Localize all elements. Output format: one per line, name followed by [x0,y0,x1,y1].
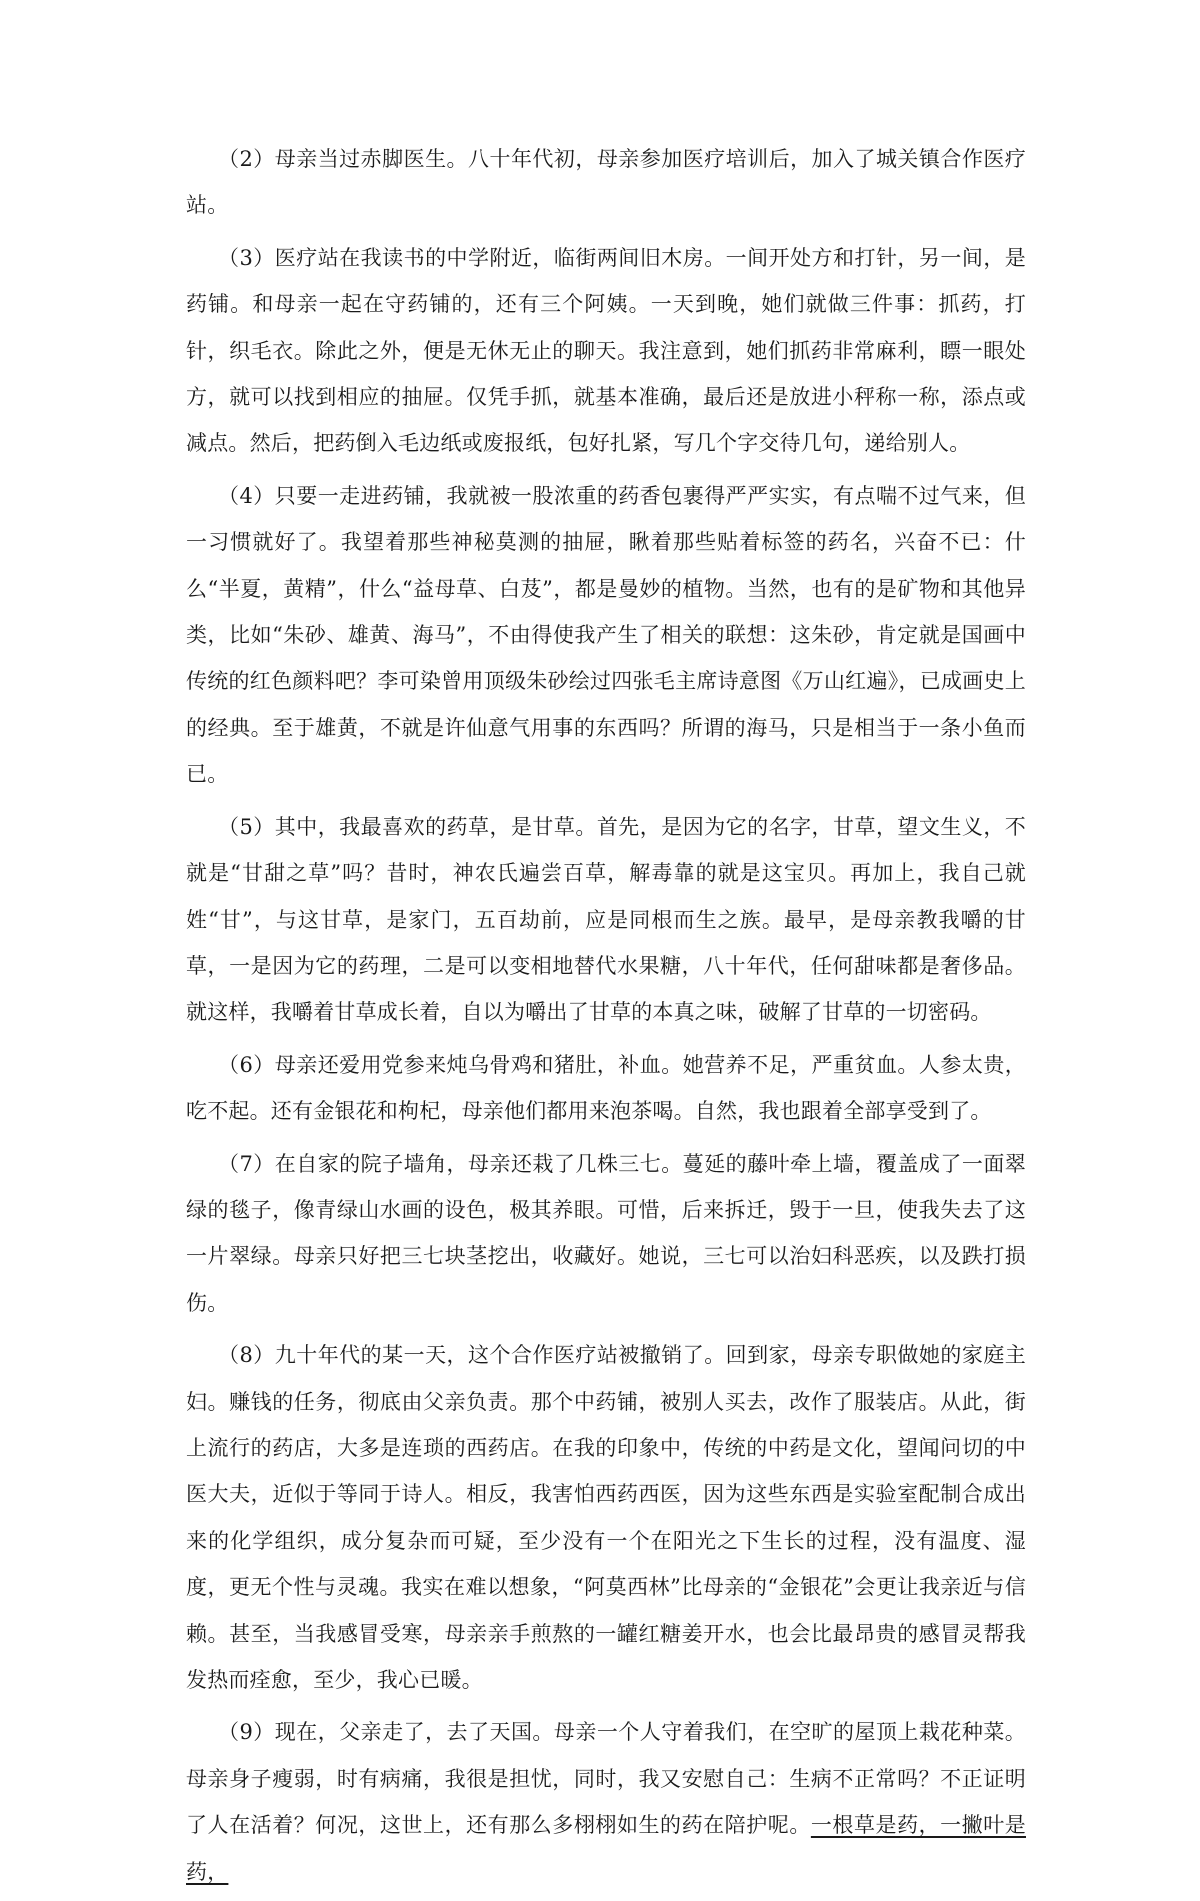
paragraph-6 [186,1042,1026,1135]
paragraph-7 [186,1141,1026,1327]
paragraph-8 [186,1332,1026,1703]
paragraph-2-text: （2）母亲当过赤脚医生。八十年代初，母亲参加医疗培训后，加入了城关镇合作医疗站。 [186,147,1026,218]
paragraph-9 [186,1709,1026,1895]
paragraph-3-text: （3）医疗站在我读书的中学附近，临街两间旧木房。一间开处方和打针，另一间，是药铺。和母亲一起在守药铺的，还有三个阿姨。一天到晚，她们就做三件事：抓药，打针，织毛衣。除此之外，便是无休无止的聊天。我注意到，她们抓药非常麻利，瞟一眼处方，就可以找到相应的抽屉。仅凭手抓，就基本准确，最后还是放进小秤称一称，添点或减点。然后，把药倒入毛边纸或废报纸，包好扎紧，写几个字交待几句，递给别人。 [186,245,1026,456]
paragraph-3 [186,235,1026,467]
paragraph-7-text: （7）在自家的院子墙角，母亲还栽了几株三七。蔓延的藤叶牵上墙，覆盖成了一面翠绿的毯子，像青绿山水画的设色，极其养眼。可惜，后来拆迁，毁于一旦，使我失去了这一片翠绿。母亲只好把三七块茎挖出，收藏好。她说，三七可以治妇科恶疾，以及跌打损伤。 [186,1151,1026,1315]
paragraph-6-text: （6）母亲还爱用党参来炖乌骨鸡和猪肚，补血。她营养不足，严重贫血。人参太贵，吃不起。还有金银花和枸杞，母亲他们都用来泡茶喝。自然，我也跟着全部享受到了。 [186,1052,1026,1124]
paragraph-9-underlined-text: 一根草是药，一撇叶是药， [186,1813,1026,1884]
paragraph-9-text: （9）现在，父亲走了，去了天国。母亲一个人守着我们，在空旷的屋顶上栽花种菜。母亲身子瘦弱，时有病痛，我很是担忧，同时，我又安慰自己：生病不正常吗？不正证明了人在活着？何况，这世上，还有那么多栩栩如生的药在陪护呢。 [186,1720,1026,1838]
paragraph-4-text: （4）只要一走进药铺，我就被一股浓重的药香包裹得严严实实，有点喘不过气来，但一习惯就好了。我望着那些神秘莫测的抽屉，瞅着那些贴着标签的药名，兴奋不已：什么“半夏，黄精”，什么“益母草、白芨”，都是曼妙的植物。当然，也有的是矿物和其他异类，比如“朱砂、雄黄、海马”，不由得使我产生了相关的联想：这朱砂，肯定就是国画中传统的红色颜料吧？李可染曾用顶级朱砂绘过四张毛主席诗意图《万山红遍》，已成画史上的经典。至于雄黄，不就是许仙意气用事的东西吗？所谓的海马，只是相当于一条小鱼而已。 [186,483,1026,787]
paragraph-2 [186,136,1026,229]
paragraph-8-text: （8）九十年代的某一天，这个合作医疗站被撤销了。回到家，母亲专职做她的家庭主妇。赚钱的任务，彻底由父亲负责。那个中药铺，被别人买去，改作了服装店。从此，街上流行的药店，大多是连琐的西药店。在我的印象中，传统的中药是文化，望闻问切的中医大夫，近似于等同于诗人。相反，我害怕西药西医，因为这些东西是实验室配制合成出来的化学组织，成分复杂而可疑，至少没有一个在阳光之下生长的过程，没有温度、湿度，更无个性与灵魂。我实在难以想象，“阿莫西林”比母亲的“金银花”会更让我亲近与信赖。甚至，当我感冒受寒，母亲亲手煎熬的一罐红糖姜开水，也会比最昂贵的感冒灵帮我发热而痊愈，至少，我心已暖。 [186,1343,1026,1692]
paragraph-5 [186,804,1026,1036]
paragraph-5-text: （5）其中，我最喜欢的药草，是甘草。首先，是因为它的名字，甘草，望文生义，不就是“甘甜之草”吗？昔时，神农氏遍尝百草，解毒靠的就是这宝贝。再加上，我自己就姓“甘”，与这甘草，是家门，五百劫前，应是同根而生之族。最早，是母亲教我嚼的甘草，一是因为它的药理，二是可以变相地替代水果糖，八十年代，任何甜味都是奢侈品。就这样，我嚼着甘草成长着，自以为嚼出了甘草的本真之味，破解了甘草的一切密码。 [186,814,1026,1025]
article-body [186,136,1026,1901]
paragraph-4 [186,473,1026,798]
